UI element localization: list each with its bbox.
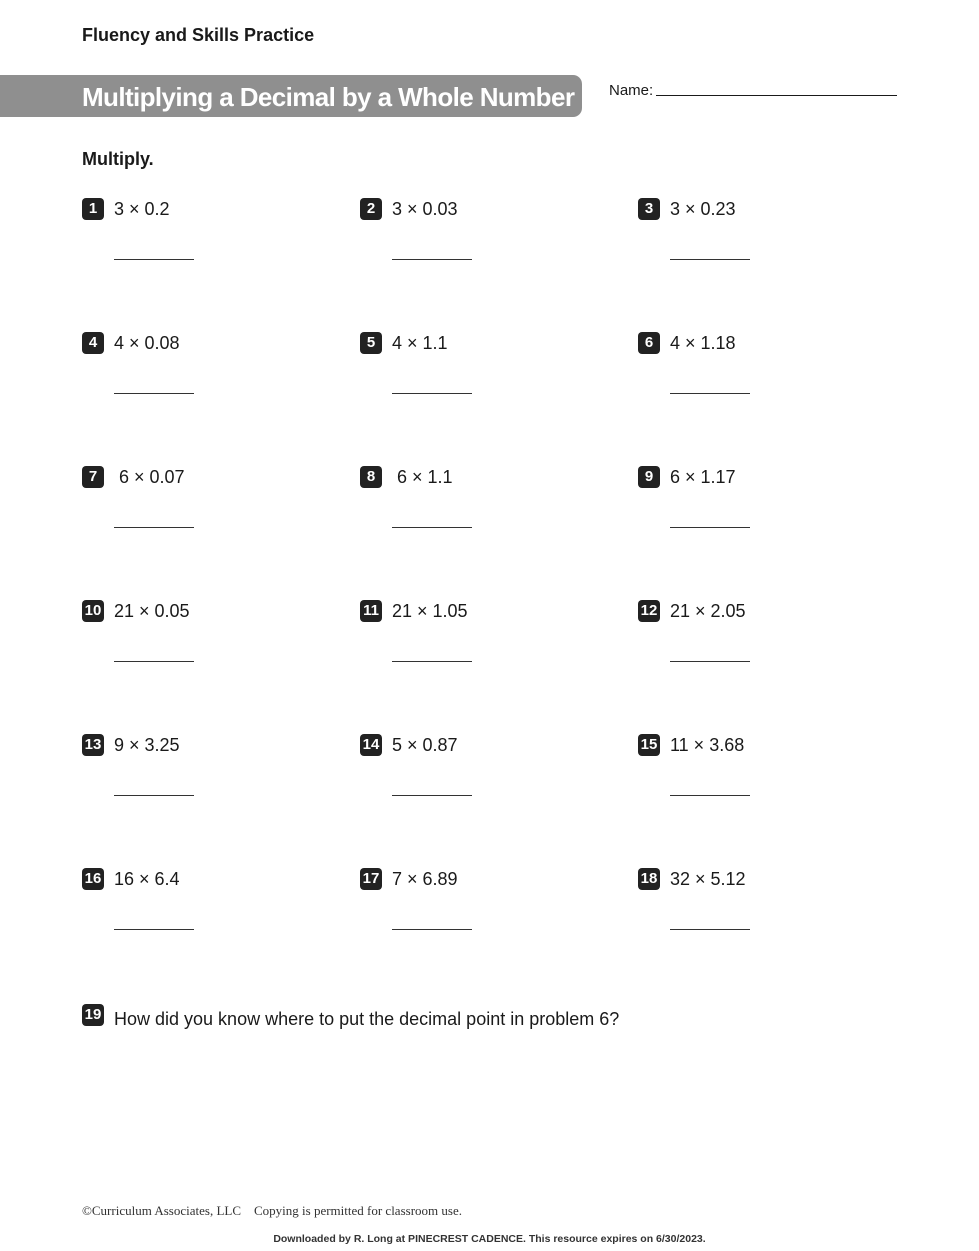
problem-item [360,734,610,814]
answer-blank[interactable] [114,661,194,662]
problem-number-badge: 5 [360,332,382,354]
answer-blank[interactable] [670,259,750,260]
answer-blank[interactable] [114,795,194,796]
problem-number-badge: 17 [360,868,382,890]
problem-item [360,198,610,278]
problem-number-badge: 15 [638,734,660,756]
problem-number-badge: 13 [82,734,104,756]
problem-expression: 4 × 1.1 [392,333,448,353]
problem-expression: 6 × 0.07 [114,467,185,487]
answer-blank[interactable] [670,527,750,528]
problem-item [82,734,332,814]
title-banner [0,75,582,117]
answer-blank[interactable] [392,929,472,930]
problem-expression: 4 × 1.18 [670,333,736,353]
problem-number-badge: 16 [82,868,104,890]
problem-expression: 3 × 0.03 [392,199,458,219]
problem-number-badge: 10 [82,600,104,622]
problem-number-badge: 6 [638,332,660,354]
copyright-notice: ©Curriculum Associates, LLC Copying is permitted for classroom use. [82,1203,462,1218]
problem-expression: 32 × 5.12 [670,869,746,889]
problem-item [638,600,888,680]
problem-number-badge: 1 [82,198,104,220]
problem-item [360,332,610,412]
problem-expression: 6 × 1.1 [392,467,453,487]
problem-item [82,332,332,412]
problem-item [360,868,610,948]
answer-blank[interactable] [392,661,472,662]
answer-blank[interactable] [114,393,194,394]
page-kicker: Fluency and Skills Practice [82,25,315,45]
problem-item [82,868,332,948]
answer-blank[interactable] [114,527,194,528]
problem-number-badge: 19 [82,1004,104,1026]
answer-blank[interactable] [670,929,750,930]
problem-item [638,198,888,278]
problem-item [82,600,332,680]
problem-item [638,466,888,546]
answer-blank[interactable] [114,929,194,930]
problem-item [638,868,888,948]
problem-item [360,466,610,546]
page-title: Multiplying a Decimal by a Whole Number [82,82,575,112]
problem-item [638,332,888,412]
answer-blank[interactable] [392,259,472,260]
answer-blank[interactable] [392,795,472,796]
problem-number-badge: 11 [360,600,382,622]
instruction: Multiply. [82,149,154,169]
problem-expression: 9 × 3.25 [114,735,180,755]
problem-expression: 11 × 3.68 [670,735,745,755]
name-field[interactable] [656,95,897,96]
problem-number-badge: 2 [360,198,382,220]
problem-expression: 21 × 2.05 [670,601,746,621]
problem-item [82,198,332,278]
problem-expression: 16 × 6.4 [114,869,180,889]
question-text: How did you know where to put the decimal point in problem 6? [114,1009,620,1029]
problem-expression: 6 × 1.17 [670,467,736,487]
answer-blank[interactable] [670,393,750,394]
problem-expression: 3 × 0.2 [114,199,170,219]
problem-number-badge: 12 [638,600,660,622]
answer-blank[interactable] [670,661,750,662]
download-notice: Downloaded by R. Long at PINECREST CADENCE. This resource expires on 6/30/2023. [273,1233,706,1245]
question-19 [82,1004,882,1034]
problem-number-badge: 18 [638,868,660,890]
problem-expression: 5 × 0.87 [392,735,458,755]
problem-expression: 4 × 0.08 [114,333,180,353]
problem-number-badge: 8 [360,466,382,488]
problem-item [360,600,610,680]
problem-expression: 21 × 0.05 [114,601,190,621]
problem-expression: 21 × 1.05 [392,601,468,621]
answer-blank[interactable] [114,259,194,260]
problem-number-badge: 14 [360,734,382,756]
problem-expression: 3 × 0.23 [670,199,736,219]
answer-blank[interactable] [670,795,750,796]
problem-item [638,734,888,814]
problem-number-badge: 3 [638,198,660,220]
answer-blank[interactable] [392,527,472,528]
problem-number-badge: 4 [82,332,104,354]
answer-blank[interactable] [392,393,472,394]
problem-expression: 7 × 6.89 [392,869,458,889]
problem-item [82,466,332,546]
name-label: Name: [609,82,654,99]
problem-number-badge: 9 [638,466,660,488]
problem-number-badge: 7 [82,466,104,488]
